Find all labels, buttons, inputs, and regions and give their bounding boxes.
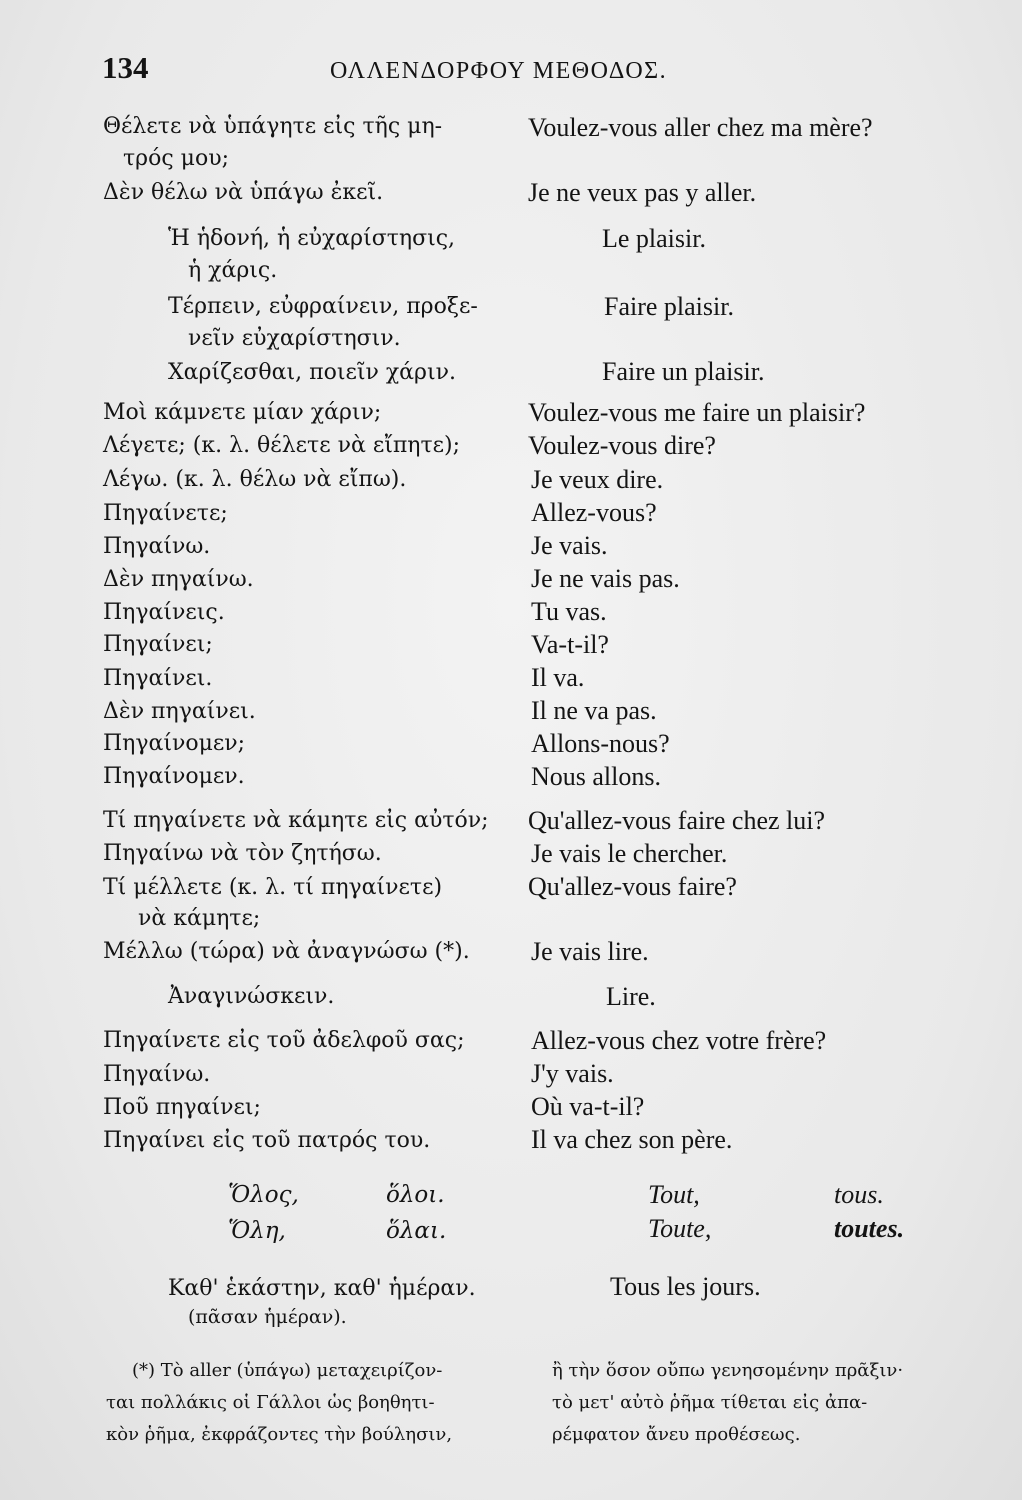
french-line: Où va-t-il? <box>531 1092 645 1121</box>
french-line: Je veux dire. <box>531 465 664 494</box>
greek-line: τρός μου; <box>123 146 229 171</box>
greek-line: (πᾶσαν ἡμέραν). <box>188 1306 347 1328</box>
greek-line: Πηγαίνω. <box>103 1062 211 1087</box>
french-line: Faire plaisir. <box>604 292 734 321</box>
greek-line: Ἀναγινώσκειν. <box>168 984 335 1009</box>
french-line: tous. <box>834 1180 884 1209</box>
footnote-line: κὸν ῥῆμα, ἐκφράζοντες τὴν βούλησιν, <box>106 1424 453 1445</box>
french-line: Voulez-vous me faire un plaisir? <box>528 398 866 427</box>
greek-line: Λέγετε; (κ. λ. θέλετε νὰ εἴπητε); <box>103 433 461 458</box>
french-line: Je ne vais pas. <box>531 564 680 593</box>
greek-line: νεῖν εὐχαρίστησιν. <box>188 326 401 351</box>
greek-line: Δὲν πηγαίνω. <box>103 567 254 592</box>
greek-line: Μοὶ κάμνετε μίαν χάριν; <box>103 400 382 425</box>
footnote-line: τὸ μετ' αὐτὸ ῥῆμα τίθεται εἰς ἀπα- <box>552 1392 868 1413</box>
french-line: Nous allons. <box>531 762 661 791</box>
french-line: Tout, <box>648 1180 700 1209</box>
french-line: Il va. <box>531 663 585 692</box>
french-line: Tu vas. <box>531 597 607 626</box>
french-line: Lire. <box>606 982 656 1011</box>
greek-line: Ἡ ἡδονή, ἡ εὐχαρίστησις, <box>168 226 456 251</box>
french-line: Allons-nous? <box>531 729 670 758</box>
greek-line: Λέγω. (κ. λ. θέλω νὰ εἴπω). <box>103 467 407 492</box>
greek-line: ὅλαι. <box>386 1218 447 1244</box>
greek-line: Πηγαίνεις. <box>103 600 225 625</box>
footnote-line: ται πολλάκις οἱ Γάλλοι ὡς βοηθητι- <box>106 1392 435 1413</box>
page-number: 134 <box>102 50 149 85</box>
french-line: Je vais. <box>531 531 608 560</box>
greek-line: ὅλοι. <box>386 1182 445 1208</box>
french-line: toutes. <box>834 1214 905 1243</box>
french-line: Allez-vous? <box>531 498 657 527</box>
greek-line: Ὅλος, <box>228 1182 299 1208</box>
greek-line: Χαρίζεσθαι, ποιεῖν χάριν. <box>168 360 456 385</box>
french-line: Qu'allez-vous faire chez lui? <box>528 806 826 835</box>
french-line: Toute, <box>648 1214 712 1243</box>
greek-line: Καθ' ἑκάστην, καθ' ἡμέραν. <box>168 1276 476 1301</box>
greek-line: Ὅλη, <box>228 1218 286 1244</box>
footnote-line: (*) Τὸ aller (ὑπάγω) μεταχειρίζον- <box>132 1360 443 1381</box>
french-line: Tous les jours. <box>610 1272 761 1301</box>
french-line: Qu'allez-vous faire? <box>528 872 737 901</box>
greek-line: Πηγαίνει εἰς τοῦ πατρός του. <box>103 1128 431 1153</box>
french-line: Voulez-vous dire? <box>528 431 716 460</box>
greek-line: Πηγαίνομεν; <box>103 731 246 756</box>
greek-line: Πηγαίνει; <box>103 632 213 657</box>
running-head: ΟΛΛΕΝΔΟΡΦΟΥ ΜΕΘΟΔΟΣ. <box>330 58 668 84</box>
greek-line: Δὲν θέλω νὰ ὑπάγω ἐκεῖ. <box>103 180 384 205</box>
greek-line: νὰ κάμητε; <box>138 906 261 931</box>
greek-line: Δὲν πηγαίνει. <box>103 699 256 724</box>
greek-line: Ποῦ πηγαίνει; <box>103 1095 261 1120</box>
greek-line: Πηγαίνετε; <box>103 501 228 526</box>
greek-line: Πηγαίνει. <box>103 666 213 691</box>
french-line: Le plaisir. <box>602 224 706 253</box>
french-line: Il ne va pas. <box>531 696 657 725</box>
french-line: Je ne veux pas y aller. <box>528 178 757 207</box>
greek-line: Πηγαίνω. <box>103 534 211 559</box>
footnote-line: ἢ τὴν ὅσον οὔπω γενησομένην πρᾶξιν· <box>552 1360 904 1381</box>
french-line: Va-t-il? <box>531 630 609 659</box>
french-line: Allez-vous chez votre frère? <box>531 1026 827 1055</box>
french-line: Il va chez son père. <box>531 1125 733 1154</box>
french-line: Faire un plaisir. <box>602 357 765 386</box>
french-line: Voulez-vous aller chez ma mère? <box>528 113 873 142</box>
french-line: J'y vais. <box>531 1059 614 1088</box>
french-line: Je vais le chercher. <box>531 839 728 868</box>
greek-line: Πηγαίνομεν. <box>103 764 245 789</box>
greek-line: Τέρπειν, εὐφραίνειν, προξε- <box>168 294 478 319</box>
greek-line: Μέλλω (τώρα) νὰ ἀναγνώσω (*). <box>103 939 470 964</box>
greek-line: Πηγαίνω νὰ τὸν ζητήσω. <box>103 841 382 866</box>
footnote-line: ρέμφατον ἄνευ προθέσεως. <box>552 1424 801 1445</box>
greek-line: Πηγαίνετε εἰς τοῦ ἀδελφοῦ σας; <box>103 1028 465 1053</box>
french-line: Je vais lire. <box>531 937 649 966</box>
greek-line: Τί πηγαίνετε νὰ κάμητε εἰς αὐτόν; <box>103 808 489 833</box>
greek-line: Θέλετε νὰ ὑπάγητε εἰς τῆς μη- <box>103 114 443 139</box>
greek-line: ἡ χάρις. <box>188 258 278 283</box>
greek-line: Τί μέλλετε (κ. λ. τί πηγαίνετε) <box>103 875 443 900</box>
